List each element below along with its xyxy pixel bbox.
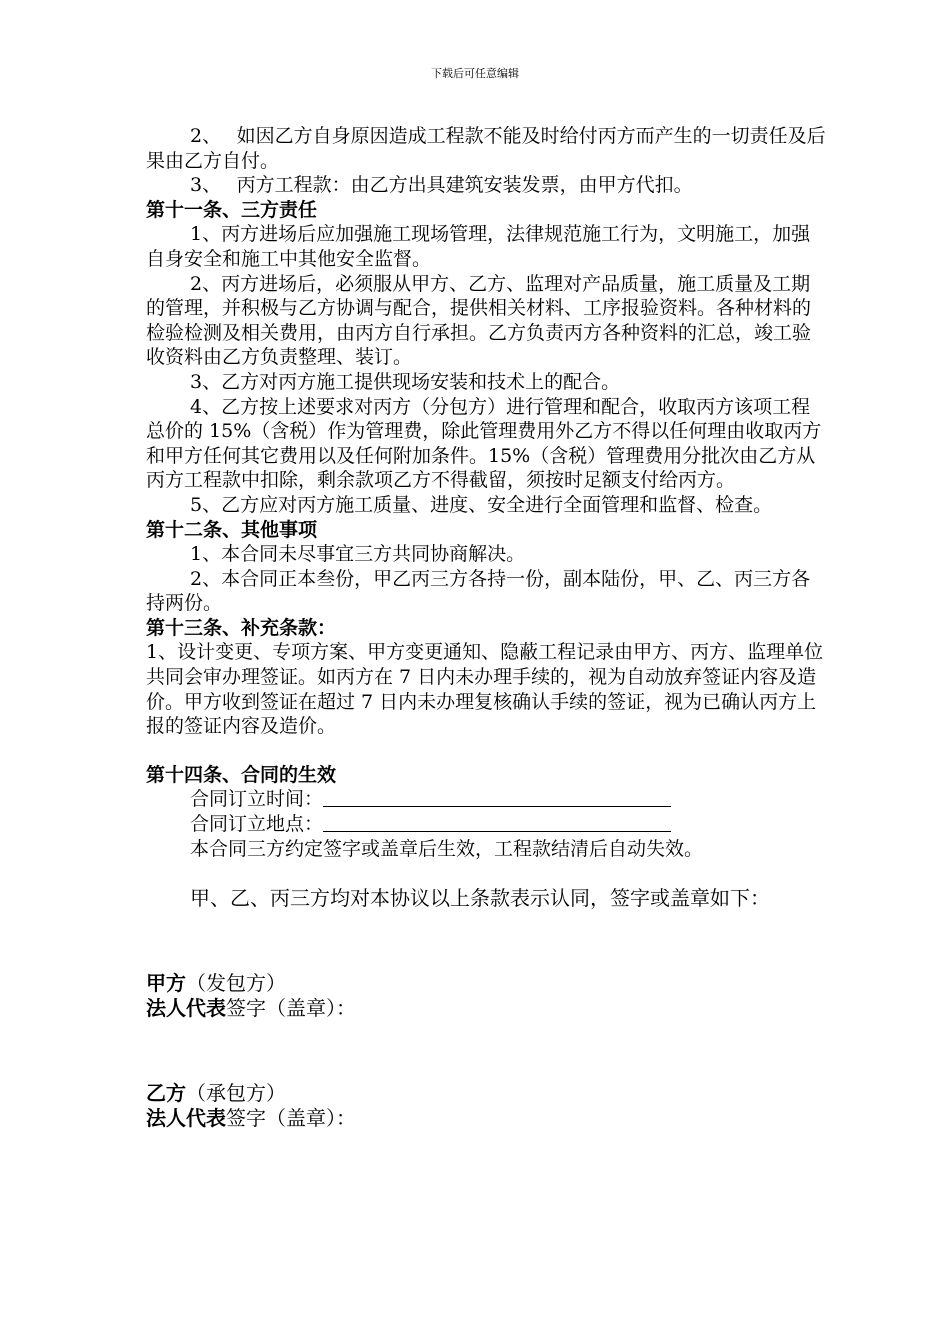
clause-12-item-2: 2、本合同正本叁份，甲乙丙三方各持一份，副本陆份，甲、乙、丙三方各持两份。 (146, 567, 811, 615)
clause-12-title: 第十二条、其他事项 (146, 518, 318, 541)
clause-10-item-3: 3、 丙方工程款：由乙方出具建筑安装发票，由甲方代扣。 (190, 174, 693, 197)
party-a-line (146, 971, 826, 996)
party-a-role: （发包方） (186, 971, 286, 996)
clause-10-item-2: 2、 如因乙方自身原因造成工程款不能及时给付丙方而产生的一切责任及后果由乙方自付。 (146, 125, 826, 172)
contract-time-row (146, 787, 826, 812)
page-header: 下载后可任意编辑 (431, 67, 519, 80)
spacer (146, 1021, 826, 1081)
contract-body (146, 124, 826, 1131)
clause-11-item-5: 5、乙方应对丙方施工质量、进度、安全进行全面管理和监督、检查。 (190, 493, 773, 516)
clause-12-item-1: 1、本合同未尽事宜三方共同协商解决。 (190, 543, 526, 566)
party-b-rep: 法人代表 (146, 1106, 226, 1131)
party-a-rep: 法人代表 (146, 996, 226, 1021)
party-b-sign-line (146, 1106, 826, 1131)
contract-place-label: 合同订立地点： (190, 813, 324, 836)
clause-11-item-1: 1、丙方进场后应加强施工现场管理，法律规范施工行为，文明施工，加强自身安全和施工中其他安全监督。 (146, 223, 811, 270)
clause-13-item-1: 1、设计变更、专项方案、甲方变更通知、隐蔽工程记录由甲方、丙方、监理单位共同会审办理签证。如丙方在 7 日内未办理手续的，视为自动放弃签证内容及造价。甲方收到签证在超过 7 日内未办理复核确认手续的签证，视为已确认丙方上报的签证内容及造价。 (146, 641, 824, 738)
party-b-line (146, 1081, 826, 1106)
clause-14-effect: 本合同三方约定签字或盖章后生效，工程款结清后自动失效。 (190, 837, 704, 860)
clause-11-item-3: 3、乙方对丙方施工提供现场安装和技术上的配合。 (190, 370, 621, 393)
contract-time-label: 合同订立时间： (190, 788, 324, 811)
clause-11-item-4: 4、乙方按上述要求对丙方（分包方）进行管理和配合，收取丙方该项工程总价的 15%（含税）作为管理费，除此管理费用外乙方不得以任何理由收取丙方和甲方任何其它费用以及任何附加条件。15%（含税）管理费用分批次由乙方从丙方工程款中扣除，剩余款项乙方不得截留，须按时足额支付给丙方。 (146, 395, 822, 492)
party-b-role: （承包方） (186, 1081, 286, 1106)
party-a-sign: 签字（盖章）： (226, 996, 356, 1021)
clause-13-title: 第十三条、补充条款： (146, 616, 337, 639)
contract-place-blank[interactable] (323, 813, 671, 832)
party-a-sign-line (146, 996, 826, 1021)
party-b-sign: 签字（盖章）： (226, 1106, 356, 1131)
party-a-name: 甲方 (146, 971, 186, 996)
contract-place-row (146, 812, 826, 837)
clause-11-title: 第十一条、三方责任 (146, 198, 318, 221)
spacer (146, 861, 826, 885)
party-b-name: 乙方 (146, 1081, 186, 1106)
clause-14-title: 第十四条、合同的生效 (146, 763, 337, 786)
spacer (146, 911, 826, 971)
clause-11-item-2: 2、丙方进场后，必须服从甲方、乙方、监理对产品质量，施工质量及工期的管理，并积极与乙方协调与配合，提供相关材料、工序报验资料。各种材料的检验检测及相关费用，由丙方自行承担。乙方负责丙方各种资料的汇总，竣工验收资料由乙方负责整理、装订。 (146, 272, 812, 369)
spacer (146, 739, 826, 763)
contract-time-blank[interactable] (323, 788, 671, 807)
closing-statement: 甲、乙、丙三方均对本协议以上条款表示认同，签字或盖章如下： (190, 886, 770, 911)
